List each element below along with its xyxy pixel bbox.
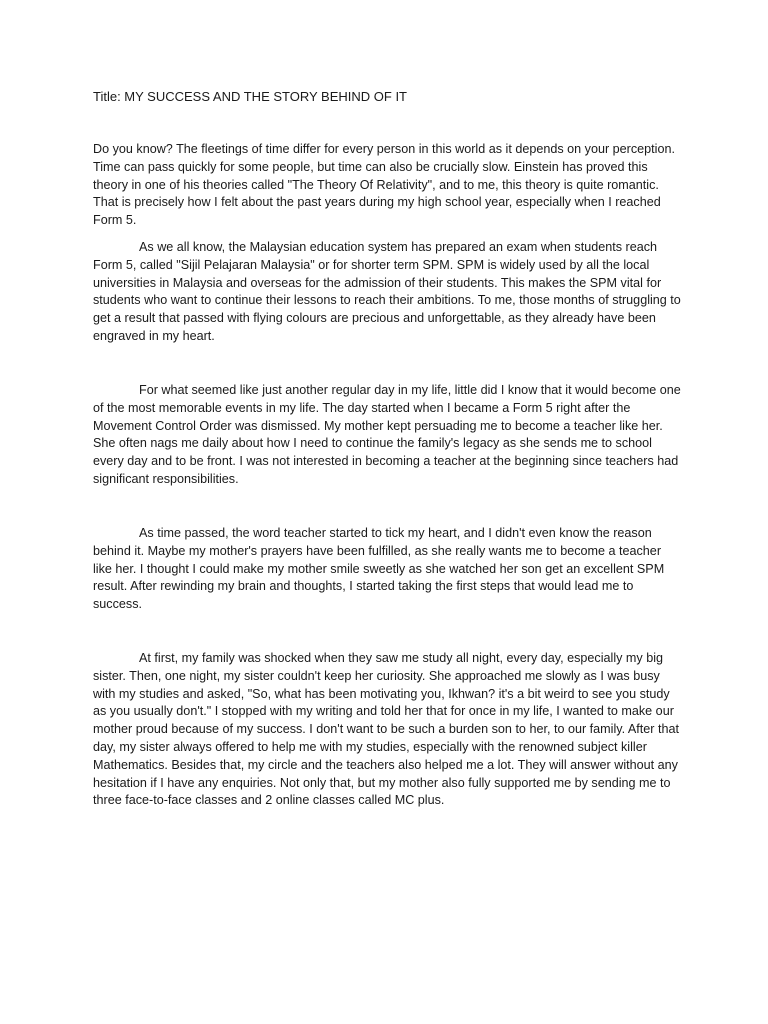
paragraph-teacher: As time passed, the word teacher started to tick my heart, and I didn't even know the reason behind it. Maybe my mother's prayers have been fulfilled, as she really wants me to become a teacher like her. I thought I could make my mother smile sweetly as she watched her son get an excellent SPM result. After rewinding my brain and thoughts, I started taking the first steps that would lead me to success. [93, 526, 665, 612]
paragraph-memorable-day: For what seemed like just another regular day in my life, little did I know that it would become one of the most memorable events in my life. The day started when I became a Form 5 right after the Movement Control Order was dismissed. My mother kept persuading me to become a teacher like her. She often nags me daily about how I need to continue the family's legacy as she sends me to school every day and to be front. I was not interested in becoming a teacher at the beginning since teachers had significant responsibilities. [93, 383, 681, 486]
paragraph-family-support: At first, my family was shocked when they saw me study all night, every day, especially my big sister. Then, one night, my sister couldn't keep her curiosity. She approached me slowly as I was busy with my studies and asked, "So, what has been motivating you, Ikhwan? it's a bit weird to see you study as you usually don't." I stopped with my writing and told her that for once in my life, I wanted to make our mother proud because of my success. I don't want to be such a burden son to her, to our family. After that day, my sister always offered to help me with my studies, especially with the renowned subject killer Mathematics. Besides that, my circle and the teachers also helped me a lot. They will answer without any hesitation if I have any enquiries. Not only that, but my mother also fully supported me by sending me to three face-to-face classes and 2 online classes called MC plus. [93, 651, 680, 808]
paragraph-spm: As we all know, the Malaysian education system has prepared an exam when students reach Form 5, called "Sijil Pelajaran Malaysia" or for shorter term SPM. SPM is widely used by all the local universities in Malaysia and overseas for the admission of their students. This makes the SPM vital for students who want to continue their lessons to reach their ambitions. To me, those months of struggling to get a result that passed with flying colours are precious and unforgettable, as they already have been engraved in my heart. [93, 240, 681, 343]
document-title: Title: MY SUCCESS AND THE STORY BEHIND OF IT [93, 89, 407, 104]
paragraph-intro: Do you know? The fleetings of time differ for every person in this world as it depends on your perception. Time can pass quickly for some people, but time can also be crucially slow. Einstein has proved this theory in one of his theories called "The Theory Of Relativity", and to me, this theory is quite romantic. That is precisely how I felt about the past years during my high school year, especially when I reached Form 5. [93, 142, 675, 228]
